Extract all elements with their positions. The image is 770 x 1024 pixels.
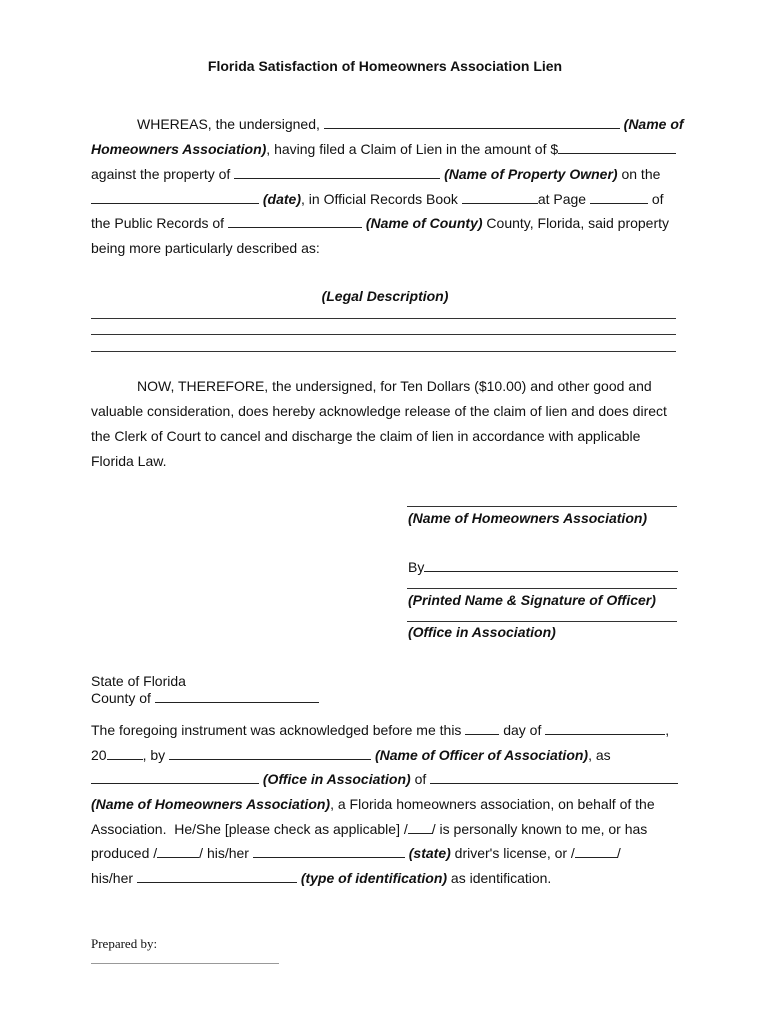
day-of-text: day of <box>499 722 546 738</box>
lien-amount-blank[interactable] <box>558 139 676 154</box>
prepared-by-line[interactable] <box>91 963 279 964</box>
legal-description-line[interactable] <box>91 334 676 335</box>
county-label: (Name of County) <box>365 215 483 231</box>
county-blank[interactable] <box>155 688 319 703</box>
legal-description-line[interactable] <box>91 318 676 319</box>
notary-line-2 <box>91 745 691 765</box>
notary-line-6 <box>91 843 691 863</box>
now-therefore-line-2: valuable consideration, does hereby acknowledge release of the claim of lien and does direct <box>91 403 667 419</box>
whereas-line-6: being more particularly described as: <box>91 240 320 256</box>
hoa-label: Homeowners Association) <box>91 141 267 157</box>
whereas-line-5 <box>91 213 691 233</box>
county-text: County of <box>91 690 155 706</box>
county-line <box>91 688 691 708</box>
by-blank[interactable] <box>424 557 678 572</box>
notary-line-1 <box>91 720 691 740</box>
now-therefore-line-4: Florida Law. <box>91 453 167 469</box>
by-text: By <box>408 559 425 575</box>
drivers-license-text: driver's license, or / <box>450 845 575 861</box>
hoa-signature-label: (Name of Homeowners Association) <box>408 510 648 526</box>
his-her-text: his/her <box>91 870 137 886</box>
against-text: against the property of <box>91 166 235 182</box>
whereas-line-2 <box>91 139 691 159</box>
date-label: (date) <box>262 191 302 207</box>
foregoing-text: The foregoing instrument was acknowledged before me this <box>91 722 466 738</box>
notary-line-5 <box>91 819 691 839</box>
whereas-line-4 <box>91 189 691 209</box>
on-the-text: on the <box>617 166 661 182</box>
date-blank[interactable] <box>91 189 259 204</box>
whereas-line-3 <box>91 164 691 184</box>
at-page-text: at Page <box>537 191 590 207</box>
notary-line-4 <box>91 794 691 814</box>
produced-checkbox[interactable] <box>157 843 199 858</box>
now-therefore-line-1 <box>91 376 691 396</box>
as-identification-text: as identification. <box>447 870 552 886</box>
produced-text: produced / <box>91 845 158 861</box>
whereas-line-1 <box>91 114 691 134</box>
officer-signature-line[interactable] <box>407 588 677 589</box>
of-text: of <box>647 191 664 207</box>
association-blank[interactable] <box>430 769 678 784</box>
legal-description-line[interactable] <box>91 351 676 352</box>
personally-known-checkbox[interactable] <box>408 819 432 834</box>
year-blank[interactable] <box>107 745 143 760</box>
prepared-by-label: Prepared by: <box>91 936 158 951</box>
now-therefore-text: NOW, THEREFORE, the undersigned, for Ten Dollars ($10.00) and other good and <box>137 378 652 394</box>
other-id-checkbox[interactable] <box>575 843 617 858</box>
records-book-blank[interactable] <box>462 189 538 204</box>
his-her-text: / his/her <box>199 845 253 861</box>
personally-known-text: / is personally known to me, or has <box>431 821 648 837</box>
office-label: (Office in Association) <box>408 624 556 640</box>
association-text: Association. He/She [please check as applicable] / <box>91 821 408 837</box>
slash-text: / <box>616 845 621 861</box>
county-name-blank[interactable] <box>228 213 362 228</box>
state-label: State of Florida <box>91 673 186 689</box>
comma-text: , <box>665 722 670 738</box>
property-owner-blank[interactable] <box>234 164 440 179</box>
id-type-label: (type of identification) <box>300 870 448 886</box>
property-owner-label: (Name of Property Owner) <box>444 166 618 182</box>
officer-signature-label: (Printed Name & Signature of Officer) <box>408 592 656 608</box>
of-text: of <box>410 771 431 787</box>
officer-name-blank[interactable] <box>169 745 371 760</box>
page-number-blank[interactable] <box>590 189 648 204</box>
notary-line-3 <box>91 769 691 789</box>
name-of-label: (Name of <box>623 116 684 132</box>
legal-description-heading: (Legal Description) <box>321 288 449 304</box>
having-filed-text: , having filed a Claim of Lien in the amount of $ <box>266 141 559 157</box>
public-records-text: the Public Records of <box>91 215 228 231</box>
whereas-text: WHEREAS, the undersigned, <box>137 116 324 132</box>
day-blank[interactable] <box>465 720 499 735</box>
month-blank[interactable] <box>545 720 665 735</box>
official-records-text: , in Official Records Book <box>301 191 462 207</box>
id-type-blank[interactable] <box>137 868 297 883</box>
hoa-signature-line[interactable] <box>407 506 677 507</box>
now-therefore-line-3: the Clerk of Court to cancel and discharge the claim of lien in accordance with applicable <box>91 428 641 444</box>
year-prefix: 20 <box>91 747 107 763</box>
hoa-name-label: (Name of Homeowners Association) <box>91 796 331 812</box>
notary-line-7 <box>91 868 691 888</box>
florida-hoa-text: , a Florida homeowners association, on behalf of the <box>330 796 655 812</box>
office-in-association-label: (Office in Association) <box>262 771 411 787</box>
state-label-italic: (state) <box>408 845 451 861</box>
by-line <box>408 557 688 577</box>
officer-name-label: (Name of Officer of Association) <box>374 747 589 763</box>
document-title: Florida Satisfaction of Homeowners Association Lien <box>207 58 563 74</box>
county-florida-text: County, Florida, said property <box>482 215 670 231</box>
state-blank[interactable] <box>253 843 405 858</box>
office-blank[interactable] <box>91 769 259 784</box>
by-text: , by <box>142 747 170 763</box>
hoa-name-blank[interactable] <box>324 114 620 129</box>
as-text: , as <box>588 747 611 763</box>
